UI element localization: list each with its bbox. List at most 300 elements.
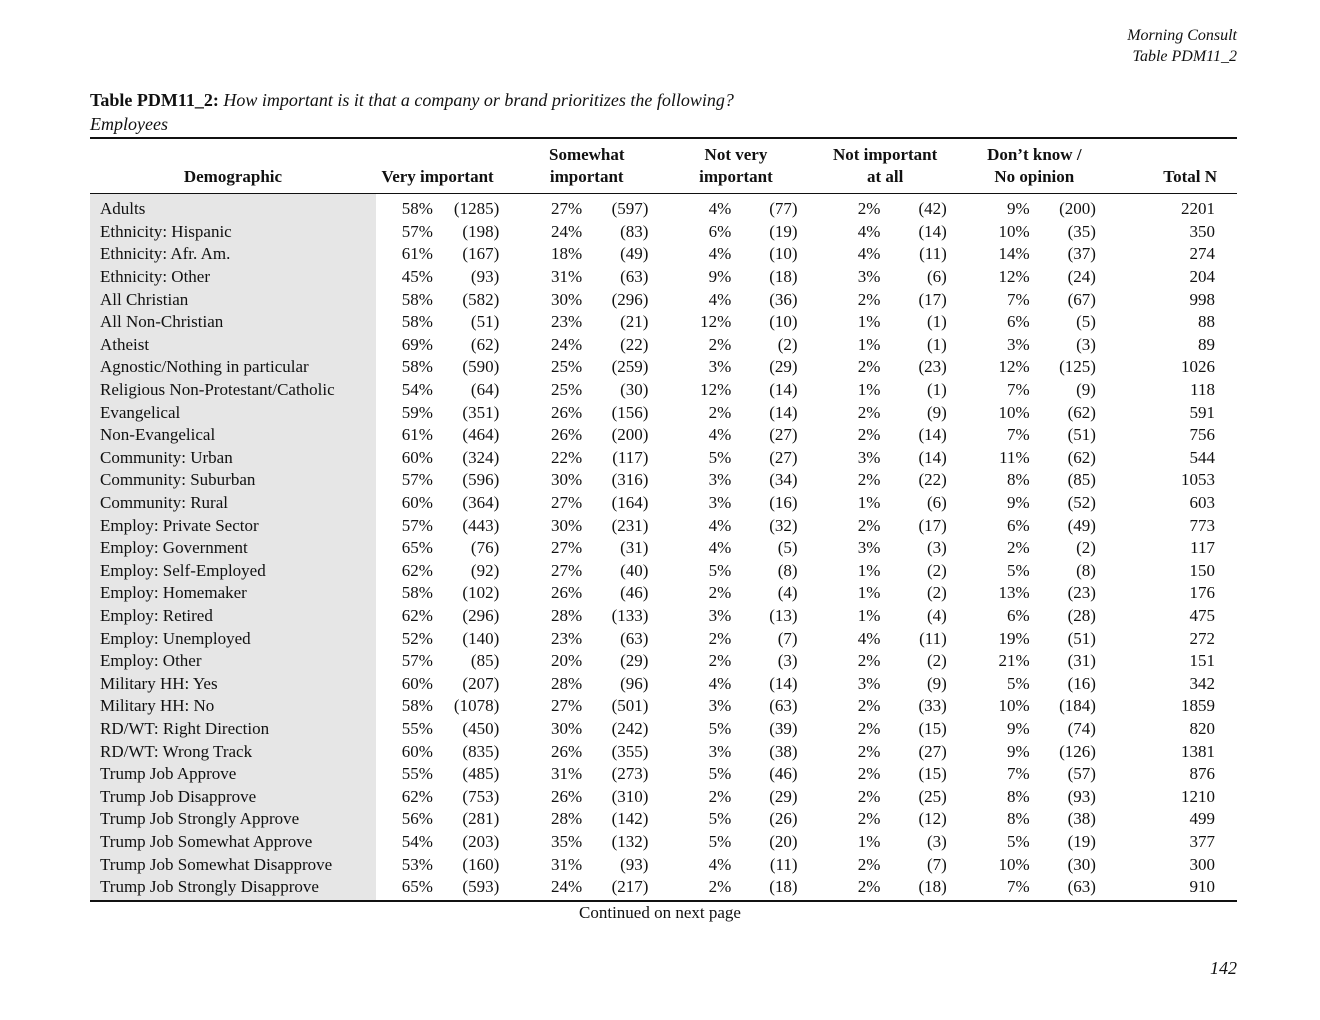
cell-dont-know-pct: 7% — [1006, 764, 1030, 784]
cell-dont-know-pct: 5% — [1006, 673, 1030, 693]
cell-not-very-important-pct: 3% — [708, 470, 732, 490]
row-demographic-label: Employ: Homemaker — [90, 582, 376, 605]
cell-somewhat-important-count: (96) — [620, 673, 649, 693]
cell-not-important-at-all-pct: 3% — [857, 267, 881, 287]
cell-dont-know-pct: 5% — [1006, 560, 1030, 580]
cell-very-important-pct: 60% — [401, 493, 433, 513]
cell-total-n: 89 — [1198, 334, 1215, 354]
cell-somewhat-important-count: (231) — [611, 515, 649, 535]
cell-not-important-at-all-count: (22) — [918, 470, 947, 490]
cell-not-important-at-all-pct: 1% — [857, 560, 881, 580]
cell-very-important-count: (64) — [470, 380, 500, 400]
cell-very-important-count: (167) — [462, 244, 500, 264]
cell-very-important-count: (85) — [470, 651, 500, 671]
row-demographic-label: Ethnicity: Hispanic — [90, 221, 376, 244]
cell-dont-know-count: (9) — [1076, 380, 1096, 400]
cell-not-important-at-all-pct: 2% — [857, 289, 881, 309]
cell-not-very-important-pct: 5% — [708, 809, 732, 829]
cell-somewhat-important-count: (31) — [620, 538, 649, 558]
cell-total-n: 876 — [1189, 764, 1215, 784]
cell-total-n: 1381 — [1181, 741, 1215, 761]
cell-not-very-important-count: (4) — [777, 583, 798, 603]
cell-somewhat-important-count: (40) — [620, 560, 649, 580]
row-demographic-label: Employ: Private Sector — [90, 514, 376, 537]
cell-not-important-at-all-pct: 4% — [857, 628, 881, 648]
cell-not-important-at-all-count: (2) — [926, 651, 947, 671]
cell-not-very-important-count: (2) — [777, 334, 798, 354]
cell-not-important-at-all-pct: 4% — [857, 221, 881, 241]
cell-not-very-important-pct: 3% — [708, 696, 732, 716]
cell-not-very-important-pct: 3% — [708, 493, 732, 513]
table-row — [90, 492, 1237, 515]
cell-somewhat-important-pct: 28% — [550, 673, 583, 693]
cell-total-n: 117 — [1190, 538, 1215, 558]
cell-very-important-count: (1285) — [453, 199, 500, 219]
cell-total-n: 544 — [1189, 447, 1215, 467]
table-row — [90, 221, 1237, 244]
cell-not-important-at-all-pct: 4% — [857, 244, 881, 264]
col-header-dont-know: Don’t know / No opinion — [987, 145, 1082, 186]
cell-somewhat-important-pct: 30% — [550, 718, 583, 738]
cell-somewhat-important-count: (133) — [611, 605, 649, 625]
cell-not-very-important-pct: 2% — [708, 583, 732, 603]
cell-very-important-pct: 57% — [401, 221, 433, 241]
cell-somewhat-important-pct: 26% — [550, 425, 583, 445]
cell-somewhat-important-count: (242) — [611, 718, 649, 738]
cell-dont-know-count: (125) — [1059, 357, 1096, 377]
table-row — [90, 718, 1237, 741]
cell-dont-know-pct: 6% — [1006, 605, 1030, 625]
cell-not-very-important-pct: 9% — [708, 267, 732, 287]
cell-somewhat-important-pct: 27% — [550, 199, 583, 219]
cell-very-important-count: (140) — [462, 628, 500, 648]
cell-dont-know-count: (3) — [1076, 334, 1096, 354]
cell-not-important-at-all-pct: 2% — [857, 470, 881, 490]
table-row — [90, 469, 1237, 492]
row-demographic-label: Employ: Retired — [90, 605, 376, 628]
cell-somewhat-important-count: (259) — [611, 357, 649, 377]
cell-not-important-at-all-count: (14) — [918, 425, 947, 445]
cell-not-important-at-all-pct: 3% — [857, 447, 881, 467]
cell-not-important-at-all-pct: 2% — [857, 199, 881, 219]
cell-very-important-pct: 58% — [401, 357, 433, 377]
cell-not-very-important-pct: 4% — [708, 199, 732, 219]
row-demographic-label: Employ: Other — [90, 650, 376, 673]
cell-not-very-important-pct: 5% — [708, 718, 732, 738]
table-row — [90, 582, 1237, 605]
cell-dont-know-count: (184) — [1059, 696, 1096, 716]
cell-total-n: 377 — [1189, 831, 1215, 851]
cell-somewhat-important-pct: 26% — [550, 786, 583, 806]
cell-somewhat-important-pct: 24% — [550, 221, 583, 241]
cell-somewhat-important-pct: 31% — [550, 267, 583, 287]
cell-dont-know-count: (35) — [1067, 221, 1096, 241]
cell-somewhat-important-count: (93) — [620, 854, 649, 874]
cell-total-n: 2201 — [1181, 199, 1215, 219]
cell-not-very-important-count: (14) — [769, 402, 798, 422]
cell-dont-know-pct: 10% — [998, 854, 1030, 874]
cell-very-important-pct: 52% — [401, 628, 433, 648]
table-row — [90, 447, 1237, 470]
cell-somewhat-important-count: (217) — [611, 877, 649, 897]
row-demographic-label: Agnostic/Nothing in particular — [90, 356, 376, 379]
cell-not-very-important-count: (32) — [769, 515, 798, 535]
cell-not-important-at-all-pct: 2% — [857, 515, 881, 535]
cell-very-important-pct: 60% — [401, 741, 433, 761]
table-row — [90, 672, 1237, 695]
cell-not-very-important-count: (19) — [769, 221, 798, 241]
cell-dont-know-count: (19) — [1067, 831, 1096, 851]
cell-not-important-at-all-pct: 2% — [857, 764, 881, 784]
cell-dont-know-count: (24) — [1067, 267, 1096, 287]
cell-not-very-important-pct: 2% — [708, 877, 732, 897]
cell-not-important-at-all-pct: 1% — [857, 605, 881, 625]
cell-dont-know-pct: 11% — [999, 447, 1030, 467]
cell-somewhat-important-pct: 27% — [550, 696, 583, 716]
cell-dont-know-pct: 5% — [1006, 831, 1030, 851]
cell-somewhat-important-count: (46) — [620, 583, 649, 603]
cell-dont-know-count: (5) — [1076, 312, 1096, 332]
cell-somewhat-important-count: (29) — [620, 651, 649, 671]
cell-dont-know-pct: 10% — [998, 221, 1030, 241]
cell-dont-know-pct: 8% — [1006, 786, 1030, 806]
cell-not-very-important-count: (63) — [769, 696, 798, 716]
cell-not-important-at-all-pct: 2% — [857, 402, 881, 422]
cell-somewhat-important-pct: 20% — [550, 651, 583, 671]
cell-not-important-at-all-pct: 2% — [857, 357, 881, 377]
row-demographic-label: Trump Job Strongly Disapprove — [90, 876, 376, 901]
cell-somewhat-important-count: (22) — [620, 334, 649, 354]
cell-not-very-important-pct: 5% — [708, 447, 732, 467]
cell-somewhat-important-count: (355) — [611, 741, 649, 761]
cell-dont-know-count: (52) — [1067, 493, 1096, 513]
cell-not-very-important-pct: 5% — [708, 831, 732, 851]
cell-very-important-count: (450) — [462, 718, 500, 738]
cell-somewhat-important-pct: 28% — [550, 809, 583, 829]
cell-somewhat-important-pct: 24% — [550, 334, 583, 354]
row-demographic-label: Evangelical — [90, 401, 376, 424]
cell-very-important-pct: 53% — [401, 854, 433, 874]
cell-not-very-important-count: (27) — [769, 447, 798, 467]
cell-very-important-pct: 56% — [401, 809, 433, 829]
cell-not-very-important-pct: 2% — [708, 628, 732, 648]
cell-very-important-pct: 62% — [401, 786, 433, 806]
row-demographic-label: Employ: Self-Employed — [90, 560, 376, 583]
cell-not-important-at-all-pct: 2% — [857, 651, 881, 671]
cell-dont-know-pct: 9% — [1006, 493, 1030, 513]
cell-dont-know-count: (126) — [1059, 741, 1096, 761]
cell-very-important-count: (160) — [462, 854, 500, 874]
cell-not-very-important-count: (7) — [777, 628, 798, 648]
cell-total-n: 274 — [1189, 244, 1215, 264]
cell-dont-know-pct: 10% — [998, 402, 1030, 422]
cell-not-important-at-all-count: (1) — [926, 380, 947, 400]
cell-very-important-pct: 62% — [401, 605, 433, 625]
cell-somewhat-important-count: (273) — [611, 764, 649, 784]
cell-not-very-important-count: (5) — [777, 538, 798, 558]
cell-dont-know-pct: 21% — [998, 651, 1030, 671]
cell-very-important-pct: 58% — [401, 696, 433, 716]
table-row — [90, 695, 1237, 718]
cell-dont-know-pct: 6% — [1006, 515, 1030, 535]
cell-dont-know-count: (67) — [1067, 289, 1096, 309]
cell-not-very-important-pct: 4% — [708, 425, 732, 445]
cell-dont-know-count: (23) — [1067, 583, 1096, 603]
cell-dont-know-pct: 9% — [1006, 199, 1030, 219]
cell-very-important-pct: 54% — [401, 380, 433, 400]
cell-not-very-important-pct: 2% — [708, 334, 732, 354]
cell-somewhat-important-count: (142) — [611, 809, 649, 829]
cell-not-important-at-all-count: (3) — [926, 831, 947, 851]
cell-very-important-count: (835) — [462, 741, 500, 761]
cell-very-important-pct: 65% — [401, 877, 433, 897]
cell-somewhat-important-pct: 18% — [550, 244, 583, 264]
row-demographic-label: Community: Rural — [90, 492, 376, 515]
cell-not-important-at-all-pct: 2% — [857, 786, 881, 806]
cell-very-important-pct: 45% — [401, 267, 433, 287]
cell-somewhat-important-count: (200) — [611, 425, 649, 445]
cell-not-very-important-pct: 12% — [700, 380, 732, 400]
cell-dont-know-pct: 10% — [998, 696, 1030, 716]
cell-very-important-count: (203) — [462, 831, 500, 851]
cell-total-n: 176 — [1189, 583, 1215, 603]
crosstab-table — [90, 137, 1237, 900]
cell-somewhat-important-pct: 35% — [550, 831, 583, 851]
cell-dont-know-pct: 14% — [998, 244, 1030, 264]
cell-dont-know-count: (28) — [1067, 605, 1096, 625]
cell-not-important-at-all-pct: 2% — [857, 809, 881, 829]
cell-not-important-at-all-count: (2) — [926, 560, 947, 580]
cell-very-important-count: (93) — [470, 267, 500, 287]
crosstab-table-container — [90, 137, 1237, 902]
col-header-demographic: Demographic — [183, 167, 283, 186]
cell-dont-know-pct: 8% — [1006, 470, 1030, 490]
cell-not-very-important-count: (46) — [769, 764, 798, 784]
cell-not-very-important-pct: 5% — [708, 560, 732, 580]
cell-not-important-at-all-pct: 1% — [857, 334, 881, 354]
cell-not-very-important-count: (38) — [769, 741, 798, 761]
cell-total-n: 998 — [1189, 289, 1215, 309]
cell-dont-know-pct: 13% — [998, 583, 1030, 603]
row-demographic-label: All Christian — [90, 288, 376, 311]
cell-not-very-important-pct: 3% — [708, 357, 732, 377]
cell-not-important-at-all-count: (7) — [926, 854, 947, 874]
cell-dont-know-pct: 7% — [1006, 425, 1030, 445]
row-demographic-label: Employ: Government — [90, 537, 376, 560]
cell-total-n: 603 — [1189, 493, 1215, 513]
cell-somewhat-important-count: (597) — [611, 199, 649, 219]
cell-dont-know-pct: 7% — [1006, 289, 1030, 309]
cell-somewhat-important-count: (156) — [611, 402, 649, 422]
table-row — [90, 514, 1237, 537]
cell-not-very-important-pct: 12% — [700, 312, 732, 332]
cell-somewhat-important-pct: 27% — [550, 493, 583, 513]
cell-not-important-at-all-count: (1) — [926, 334, 947, 354]
cell-not-important-at-all-pct: 1% — [857, 380, 881, 400]
cell-not-important-at-all-count: (1) — [926, 312, 947, 332]
cell-somewhat-important-pct: 26% — [550, 741, 583, 761]
cell-not-very-important-pct: 6% — [708, 221, 732, 241]
cell-very-important-pct: 58% — [401, 289, 433, 309]
cell-dont-know-count: (93) — [1067, 786, 1096, 806]
cell-not-very-important-pct: 4% — [708, 289, 732, 309]
cell-very-important-count: (92) — [470, 560, 500, 580]
row-demographic-label: Trump Job Disapprove — [90, 785, 376, 808]
row-demographic-label: Military HH: No — [90, 695, 376, 718]
cell-somewhat-important-pct: 25% — [550, 357, 583, 377]
table-row — [90, 311, 1237, 334]
cell-very-important-count: (443) — [462, 515, 500, 535]
cell-very-important-pct: 58% — [401, 583, 433, 603]
cell-very-important-count: (76) — [470, 538, 500, 558]
row-demographic-label: Trump Job Somewhat Approve — [90, 831, 376, 854]
cell-somewhat-important-pct: 27% — [550, 538, 583, 558]
cell-total-n: 499 — [1189, 809, 1215, 829]
cell-dont-know-count: (8) — [1076, 560, 1096, 580]
cell-not-very-important-count: (18) — [769, 267, 798, 287]
cell-total-n: 151 — [1189, 651, 1215, 671]
cell-somewhat-important-count: (310) — [611, 786, 649, 806]
cell-dont-know-count: (31) — [1067, 651, 1096, 671]
cell-very-important-pct: 61% — [401, 244, 433, 264]
cell-total-n: 1026 — [1181, 357, 1215, 377]
cell-not-important-at-all-pct: 2% — [857, 696, 881, 716]
cell-not-important-at-all-pct: 1% — [857, 583, 881, 603]
cell-not-very-important-pct: 3% — [708, 605, 732, 625]
cell-very-important-count: (1078) — [453, 696, 500, 716]
cell-dont-know-pct: 6% — [1006, 312, 1030, 332]
cell-not-very-important-pct: 4% — [708, 538, 732, 558]
row-demographic-label: Trump Job Strongly Approve — [90, 808, 376, 831]
cell-not-important-at-all-count: (9) — [926, 673, 947, 693]
cell-total-n: 591 — [1189, 402, 1215, 422]
col-header-not-very-important: Not very important — [699, 145, 773, 186]
cell-very-important-pct: 55% — [401, 764, 433, 784]
col-header-total-n: Total N — [1163, 167, 1217, 186]
cell-dont-know-count: (51) — [1067, 628, 1096, 648]
cell-dont-know-count: (62) — [1067, 447, 1096, 467]
row-demographic-label: Employ: Unemployed — [90, 627, 376, 650]
cell-not-very-important-pct: 4% — [708, 854, 732, 874]
cell-total-n: 475 — [1189, 605, 1215, 625]
cell-not-very-important-count: (3) — [777, 651, 798, 671]
row-demographic-label: Atheist — [90, 334, 376, 357]
cell-not-important-at-all-count: (9) — [926, 402, 947, 422]
cell-very-important-pct: 58% — [401, 199, 433, 219]
cell-dont-know-count: (2) — [1076, 538, 1096, 558]
cell-very-important-count: (596) — [462, 470, 500, 490]
cell-not-very-important-count: (11) — [769, 854, 798, 874]
cell-dont-know-count: (37) — [1067, 244, 1096, 264]
table-row — [90, 288, 1237, 311]
cell-somewhat-important-count: (132) — [611, 831, 649, 851]
cell-somewhat-important-pct: 25% — [550, 380, 583, 400]
cell-very-important-count: (364) — [462, 493, 500, 513]
cell-somewhat-important-pct: 26% — [550, 402, 583, 422]
cell-total-n: 820 — [1189, 718, 1215, 738]
cell-not-very-important-count: (29) — [769, 786, 798, 806]
cell-not-important-at-all-count: (23) — [918, 357, 947, 377]
cell-total-n: 1859 — [1181, 696, 1215, 716]
cell-dont-know-pct: 7% — [1006, 877, 1030, 897]
cell-somewhat-important-pct: 28% — [550, 605, 583, 625]
table-row — [90, 785, 1237, 808]
cell-somewhat-important-count: (83) — [620, 221, 649, 241]
cell-not-very-important-count: (29) — [769, 357, 798, 377]
cell-not-very-important-pct: 4% — [708, 515, 732, 535]
cell-very-important-pct: 62% — [401, 560, 433, 580]
cell-not-important-at-all-pct: 1% — [857, 312, 881, 332]
cell-dont-know-count: (57) — [1067, 764, 1096, 784]
cell-total-n: 1210 — [1181, 786, 1215, 806]
cell-dont-know-count: (38) — [1067, 809, 1096, 829]
cell-not-very-important-count: (18) — [769, 877, 798, 897]
cell-somewhat-important-pct: 23% — [550, 628, 583, 648]
cell-somewhat-important-count: (63) — [620, 628, 649, 648]
cell-very-important-pct: 57% — [401, 470, 433, 490]
cell-not-important-at-all-pct: 2% — [857, 425, 881, 445]
cell-dont-know-pct: 8% — [1006, 809, 1030, 829]
cell-dont-know-pct: 9% — [1006, 741, 1030, 761]
cell-dont-know-pct: 3% — [1006, 334, 1030, 354]
cell-total-n: 756 — [1189, 425, 1215, 445]
cell-not-very-important-pct: 5% — [708, 764, 732, 784]
table-row — [90, 876, 1237, 901]
cell-very-important-count: (753) — [462, 786, 500, 806]
table-row — [90, 763, 1237, 786]
row-demographic-label: Non-Evangelical — [90, 424, 376, 447]
table-row — [90, 831, 1237, 854]
cell-not-important-at-all-count: (17) — [918, 515, 947, 535]
cell-dont-know-pct: 7% — [1006, 380, 1030, 400]
cell-dont-know-pct: 12% — [998, 357, 1030, 377]
cell-not-very-important-count: (77) — [769, 199, 798, 219]
table-title — [90, 88, 734, 136]
cell-somewhat-important-count: (117) — [612, 447, 649, 467]
cell-dont-know-count: (16) — [1067, 673, 1096, 693]
cell-not-important-at-all-pct: 3% — [857, 538, 881, 558]
row-demographic-label: Community: Suburban — [90, 469, 376, 492]
cell-not-very-important-count: (8) — [777, 560, 798, 580]
cell-very-important-pct: 57% — [401, 515, 433, 535]
table-row — [90, 243, 1237, 266]
cell-dont-know-count: (85) — [1067, 470, 1096, 490]
header-table-id: Table PDM11_2 — [1132, 48, 1237, 65]
table-row — [90, 424, 1237, 447]
table-row — [90, 379, 1237, 402]
cell-somewhat-important-pct: 23% — [550, 312, 583, 332]
table-row — [90, 560, 1237, 583]
cell-not-important-at-all-pct: 3% — [857, 673, 881, 693]
cell-very-important-pct: 65% — [401, 538, 433, 558]
cell-not-very-important-count: (14) — [769, 380, 798, 400]
table-title-label: Table PDM11_2: — [90, 90, 219, 110]
row-demographic-label: Trump Job Somewhat Disapprove — [90, 853, 376, 876]
cell-total-n: 204 — [1189, 267, 1215, 287]
col-header-not-important-at-all: Not important at all — [832, 145, 938, 186]
cell-dont-know-count: (74) — [1067, 718, 1096, 738]
cell-not-important-at-all-count: (2) — [926, 583, 947, 603]
cell-somewhat-important-pct: 30% — [550, 515, 583, 535]
cell-very-important-count: (464) — [462, 425, 500, 445]
cell-not-very-important-pct: 2% — [708, 786, 732, 806]
cell-very-important-count: (324) — [462, 447, 500, 467]
cell-not-important-at-all-pct: 2% — [857, 718, 881, 738]
table-row — [90, 401, 1237, 424]
cell-very-important-count: (207) — [462, 673, 500, 693]
row-demographic-label: Trump Job Approve — [90, 763, 376, 786]
row-demographic-label: Adults — [90, 194, 376, 221]
